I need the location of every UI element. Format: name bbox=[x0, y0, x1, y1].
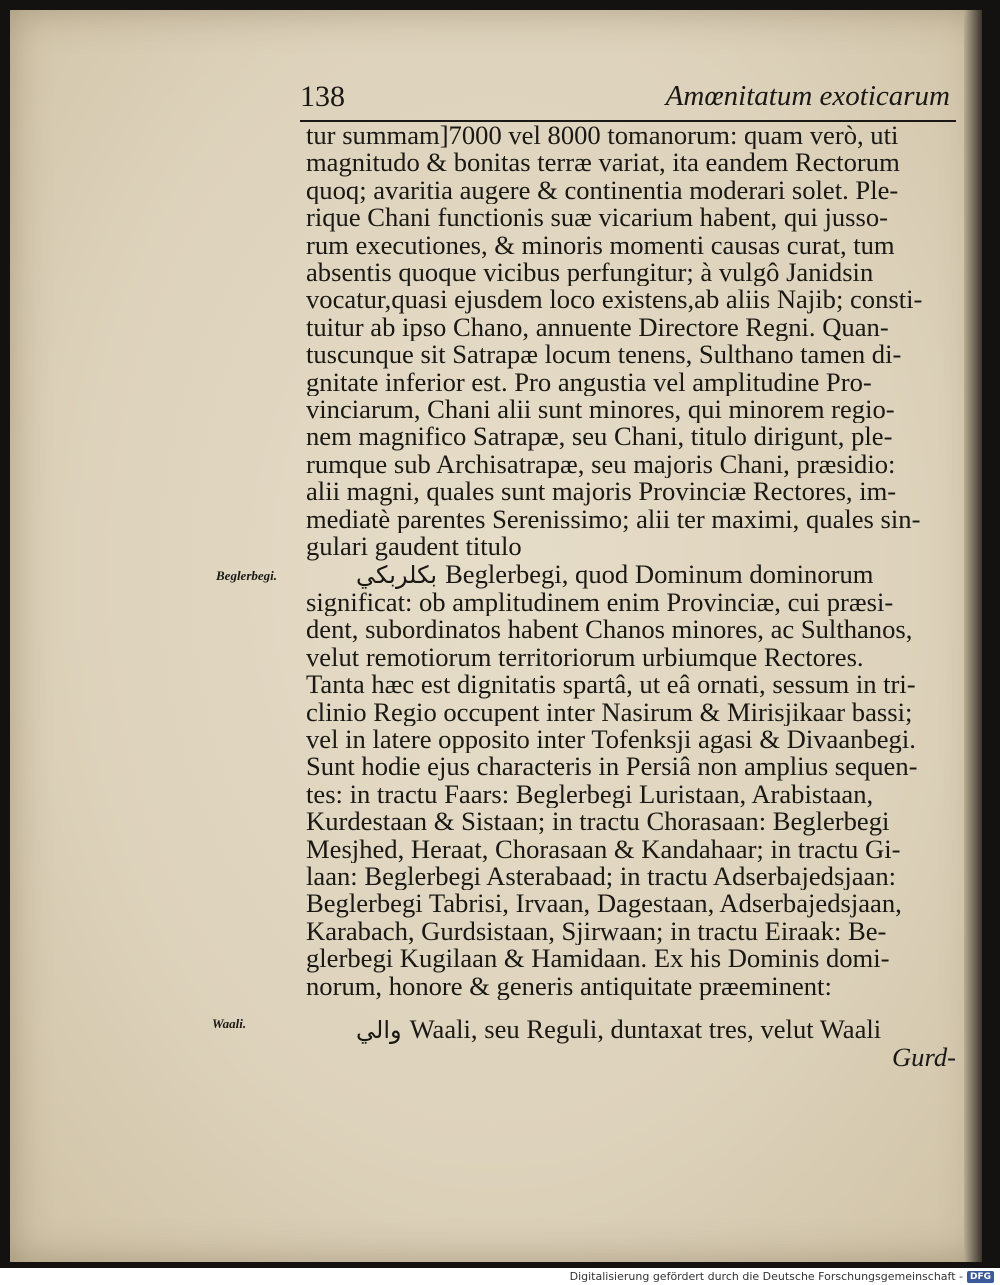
text-line-waali: والي Waali, seu Reguli, duntaxat tres, velut Waali bbox=[356, 1016, 882, 1044]
arabic-beglerbegi: بكلربكي bbox=[356, 560, 438, 589]
text-line: mediatè parentes Serenissimo; alii ter maximi, quales sin- bbox=[306, 505, 921, 534]
text-line: alii magni, quales sunt majoris Provinciæ Rectores, im- bbox=[306, 478, 897, 506]
text-line: Tanta hæc est dignitatis spartâ, ut eâ ornati, sessum in tri- bbox=[306, 671, 916, 699]
catchword: Gurd- bbox=[891, 1044, 956, 1072]
body-text bbox=[306, 122, 956, 1072]
text-line: Sunt hodie ejus characteris in Persiâ non amplius sequen- bbox=[306, 753, 918, 781]
text-line: tuscunque sit Satrapæ locum tenens, Sulthano tamen di- bbox=[306, 341, 902, 369]
text-line: Karabach, Gurdsistaan, Sjirwaan; in tractu Eiraak: Be- bbox=[306, 917, 887, 946]
text-line: absentis quoque vicibus perfungitur; à vulgô Janidsin bbox=[306, 259, 874, 287]
spacer bbox=[306, 1000, 956, 1016]
text-line: rum executiones, & minoris momenti causas curat, tum bbox=[306, 231, 895, 260]
page-gutter bbox=[964, 10, 982, 1262]
text-line: tur summam]7000 vel 8000 tomanorum: quam verò, uti bbox=[306, 122, 899, 150]
text-line: rumque sub Archisatrapæ, seu majoris Chani, præsidio: bbox=[306, 450, 896, 479]
text-line: gulari gaudent titulo bbox=[306, 533, 522, 561]
text-line: tuitur ab ipso Chano, annuente Directore Regni. Quan- bbox=[306, 313, 889, 342]
text-line: tes: in tractu Faars: Beglerbegi Luristaan, Arabistaan, bbox=[306, 780, 874, 809]
margin-note-waali: Waali. bbox=[212, 1016, 247, 1031]
dfg-logo-icon: DFG bbox=[967, 1271, 994, 1283]
running-title: Amœnitatum exoticarum bbox=[665, 80, 950, 112]
digitization-footer bbox=[570, 1270, 994, 1283]
text-line: nem magnifico Satrapæ, seu Chani, titulo dirigunt, ple- bbox=[306, 423, 893, 451]
text-line: clinio Regio occupent inter Nasirum & Mirisjikaar bassi; bbox=[306, 698, 913, 726]
text-line-beglerbegi: بكلربكي Beglerbegi, quod Dominum dominorum bbox=[356, 560, 874, 589]
text-line: gnitate inferior est. Pro angustia vel amplitudine Pro- bbox=[306, 368, 872, 397]
text-line: Beglerbegi Tabrisi, Irvaan, Dagestaan, Adserbajedsjaan, bbox=[306, 890, 902, 918]
margin-note-beglerbegi: Beglerbegi. bbox=[216, 568, 278, 583]
text-line: velut remotiorum territoriorum urbiumque Rectores. bbox=[306, 643, 864, 672]
text-line: Kurdestaan & Sistaan; in tractu Chorasaan: Beglerbegi bbox=[306, 808, 890, 836]
text-line: rique Chani functionis suæ vicarium habent, qui jusso- bbox=[306, 204, 889, 232]
text-line: vocatur,quasi ejusdem loco existens,ab aliis Najib; consti- bbox=[306, 286, 923, 314]
text-line: norum, honore & generis antiquitate præeminent: bbox=[306, 972, 832, 1000]
text-line: vel in latere opposito inter Tofenksji agasi & Divaanbegi. bbox=[306, 725, 916, 754]
text-line: significat: ob amplitudinem enim Provinciæ, cui præsi- bbox=[306, 588, 894, 617]
text-line: Mesjhed, Heraat, Chorasaan & Kandahaar; in tractu Gi- bbox=[306, 835, 901, 863]
text-line: magnitudo & bonitas terræ variat, ita eandem Rectorum bbox=[306, 149, 900, 177]
footer-credit: Digitalisierung gefördert durch die Deutsche Forschungsgemeinschaft - bbox=[569, 1270, 963, 1283]
text-line: quoq; avaritia augere & continentia moderari solet. Ple- bbox=[306, 176, 899, 205]
text-line: glerbegi Kugilaan & Hamidaan. Ex his Dominis domi- bbox=[306, 945, 890, 973]
text-line: laan: Beglerbegi Asterabaad; in tractu Adserbajedsjaan: bbox=[306, 862, 897, 891]
page-number: 138 bbox=[300, 80, 345, 113]
text-line: dent, subordinatos habent Chanos minores, ac Sulthanos, bbox=[306, 616, 913, 644]
page-header bbox=[300, 78, 956, 122]
text-line: vinciarum, Chani alii sunt minores, qui minorem regio- bbox=[306, 396, 895, 424]
arabic-waali: والي bbox=[356, 1016, 402, 1044]
